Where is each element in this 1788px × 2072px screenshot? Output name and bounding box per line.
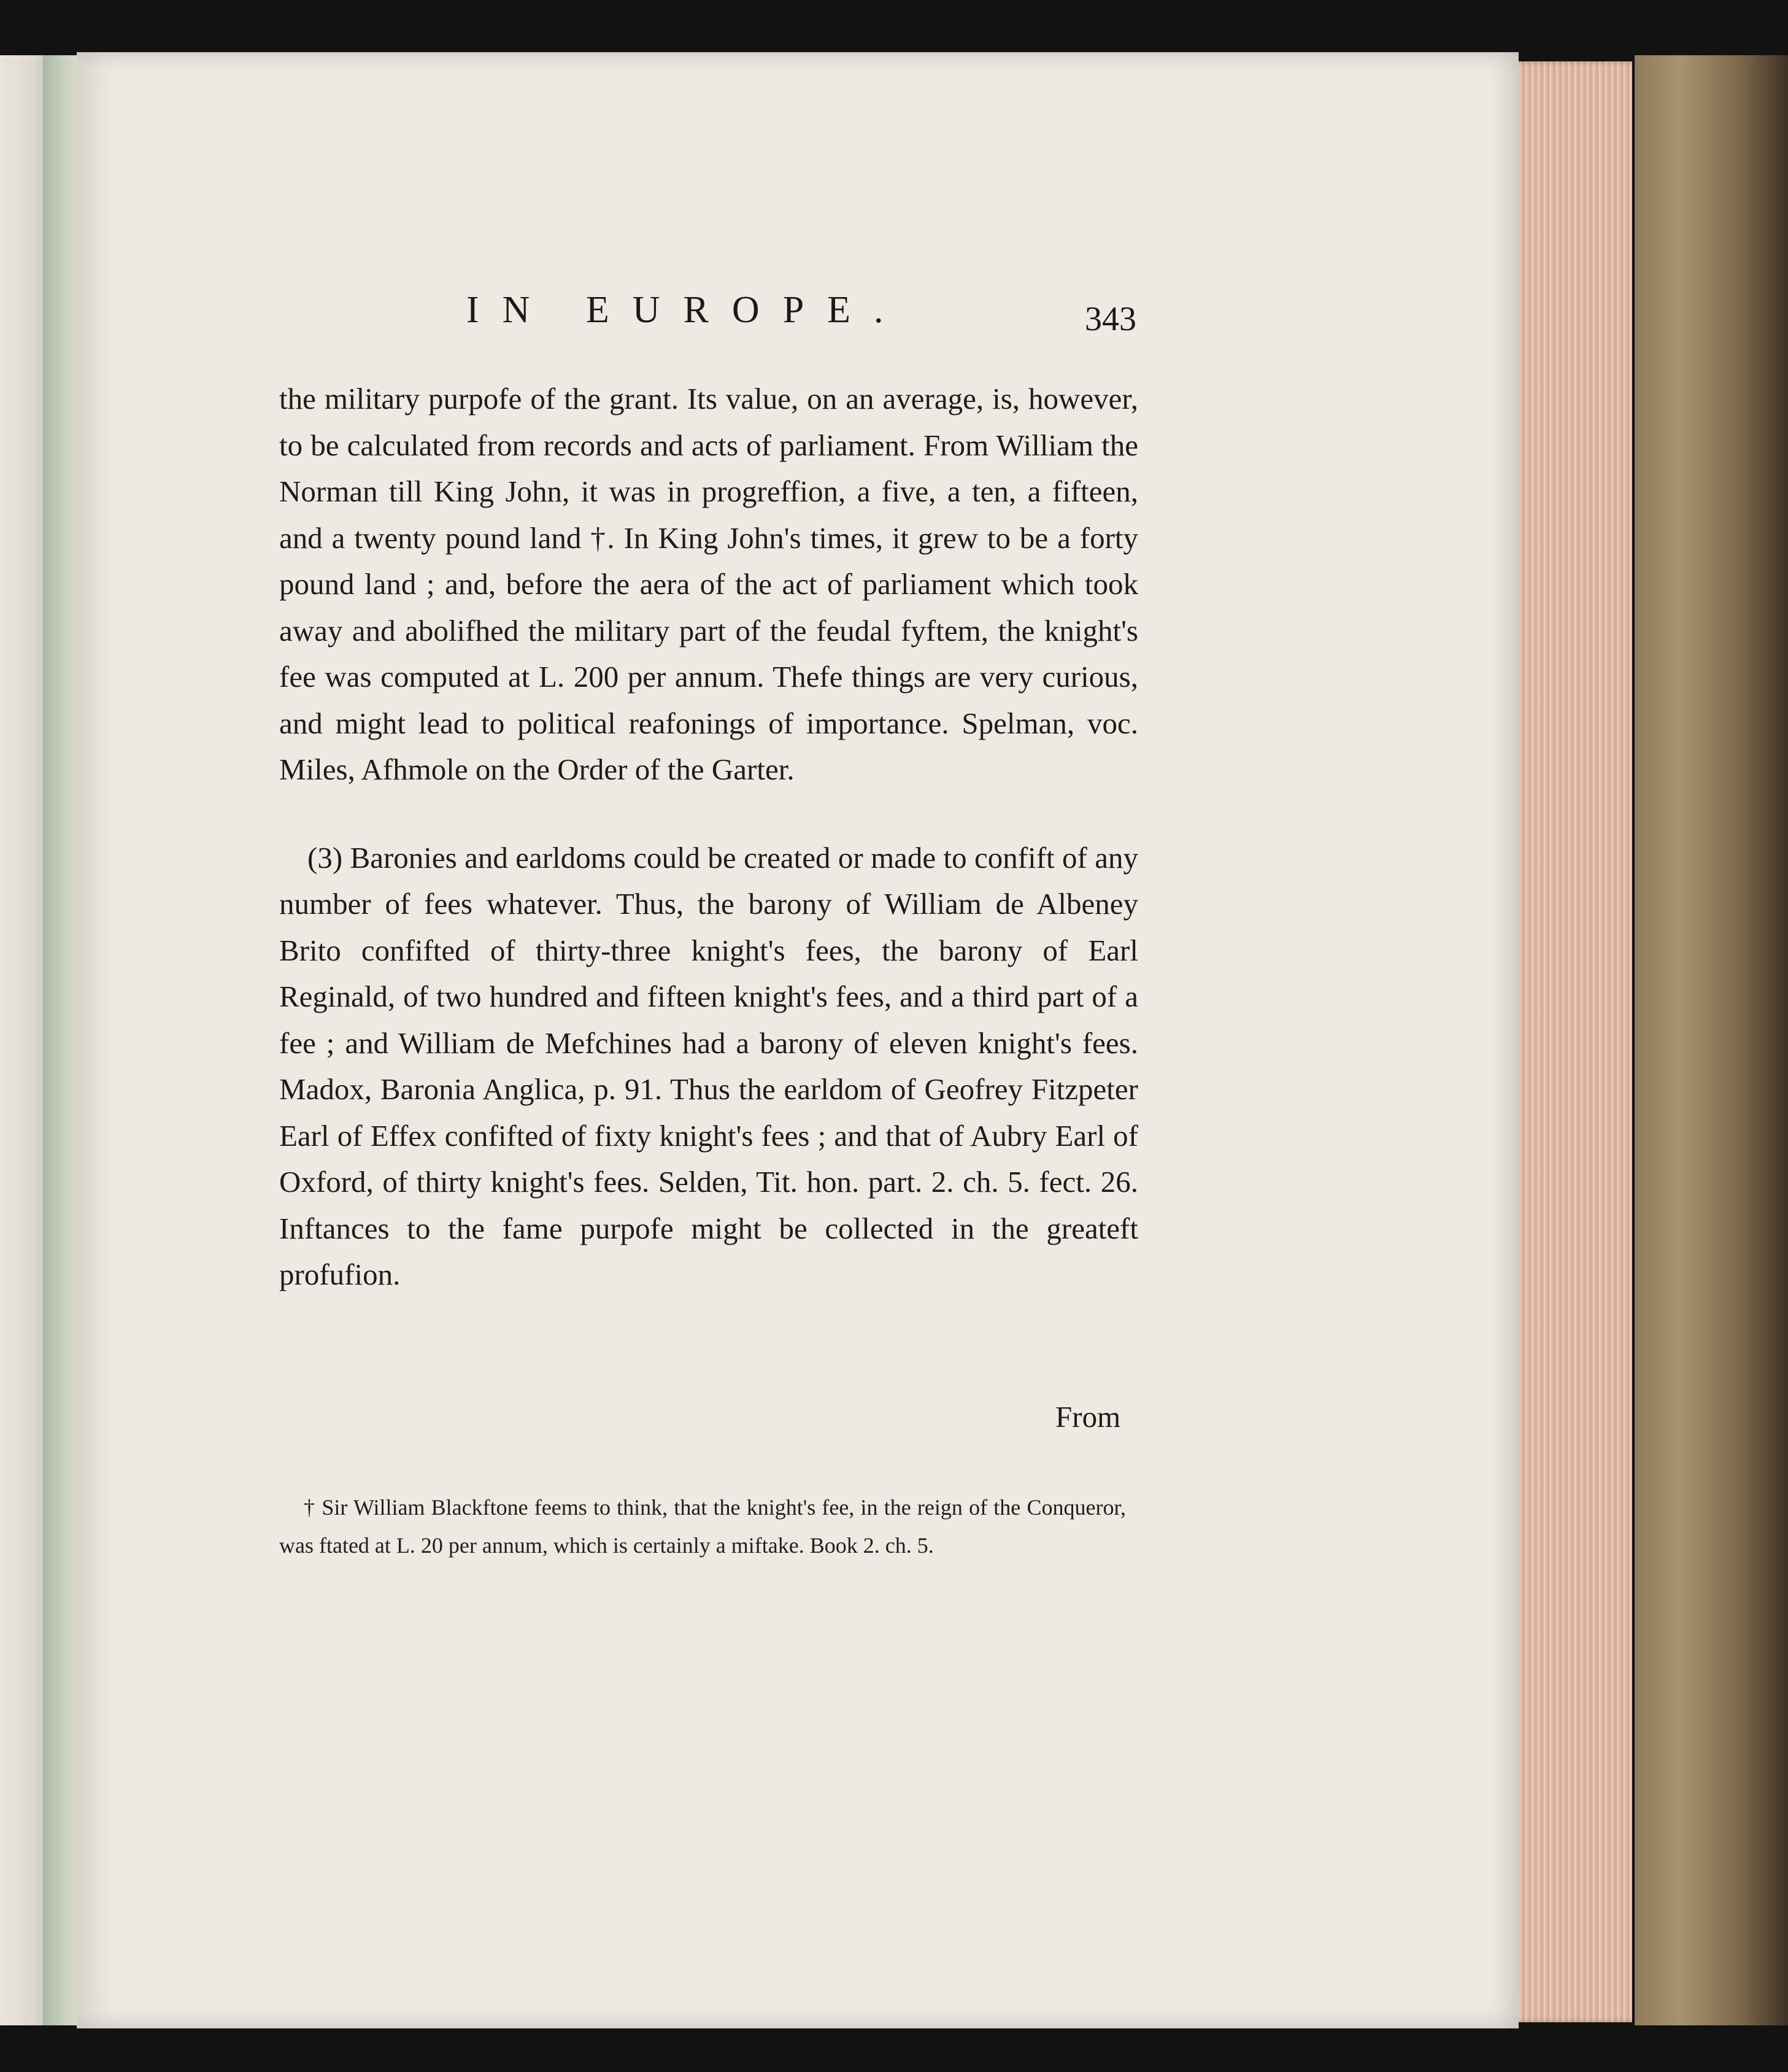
book-gutter [43, 55, 80, 2025]
page-number: 343 [1085, 300, 1136, 338]
main-text [279, 376, 1138, 1298]
catchword: From [1055, 1400, 1121, 1434]
page-stack-edges [1509, 61, 1632, 2022]
paragraph: the military purpofe of the grant. Its value, on an average, is, however, to be calculated from records and acts of parliament. From William the Norman till King John, it was in progreffion, a five, a ten, a fifteen, and a twenty pound land †. In King John's times, it grew to be a forty pound land ; and, before the aera of the act of parliament which took away and abolifhed the military part of the feudal fyftem, the knight's fee was computed at L. 200 per annum. Thefe things are very curious, and might lead to political reafonings of importance. Spelman, voc. Miles, Afhmole on the Order of the Garter. [279, 382, 1138, 786]
footnote [279, 1488, 1126, 1564]
running-head: IN EUROPE. [466, 289, 907, 331]
paragraph: (3) Baronies and earldoms could be created or made to confift of any number of fees whatever. Thus, the barony of William de Albeney Brito confifted of thirty-three knight's fees, the barony of Earl Reginald, of two hundred and fifteen knight's fees, and a third part of a fee ; and William de Mefchines had a barony of eleven knight's fees. Madox, Baronia Anglica, p. 91. Thus the earldom of Geofrey Fitzpeter Earl of Effex confifted of fixty knight's fees ; and that of Aubry Earl of Oxford, of thirty knight's fees. Selden, Tit. hon. part. 2. ch. 5. fect. 26. Inftances to the fame purpofe might be collected in the greateft profufion. [279, 840, 1138, 1291]
book-cover-edge [1635, 55, 1788, 2025]
footnote-text: † Sir William Blackftone feems to think, that the knight's fee, in the reign of the Conqueror, was ftated at L. 20 per annum, which is certainly a miftake. Book 2. ch. 5. [279, 1495, 1126, 1558]
